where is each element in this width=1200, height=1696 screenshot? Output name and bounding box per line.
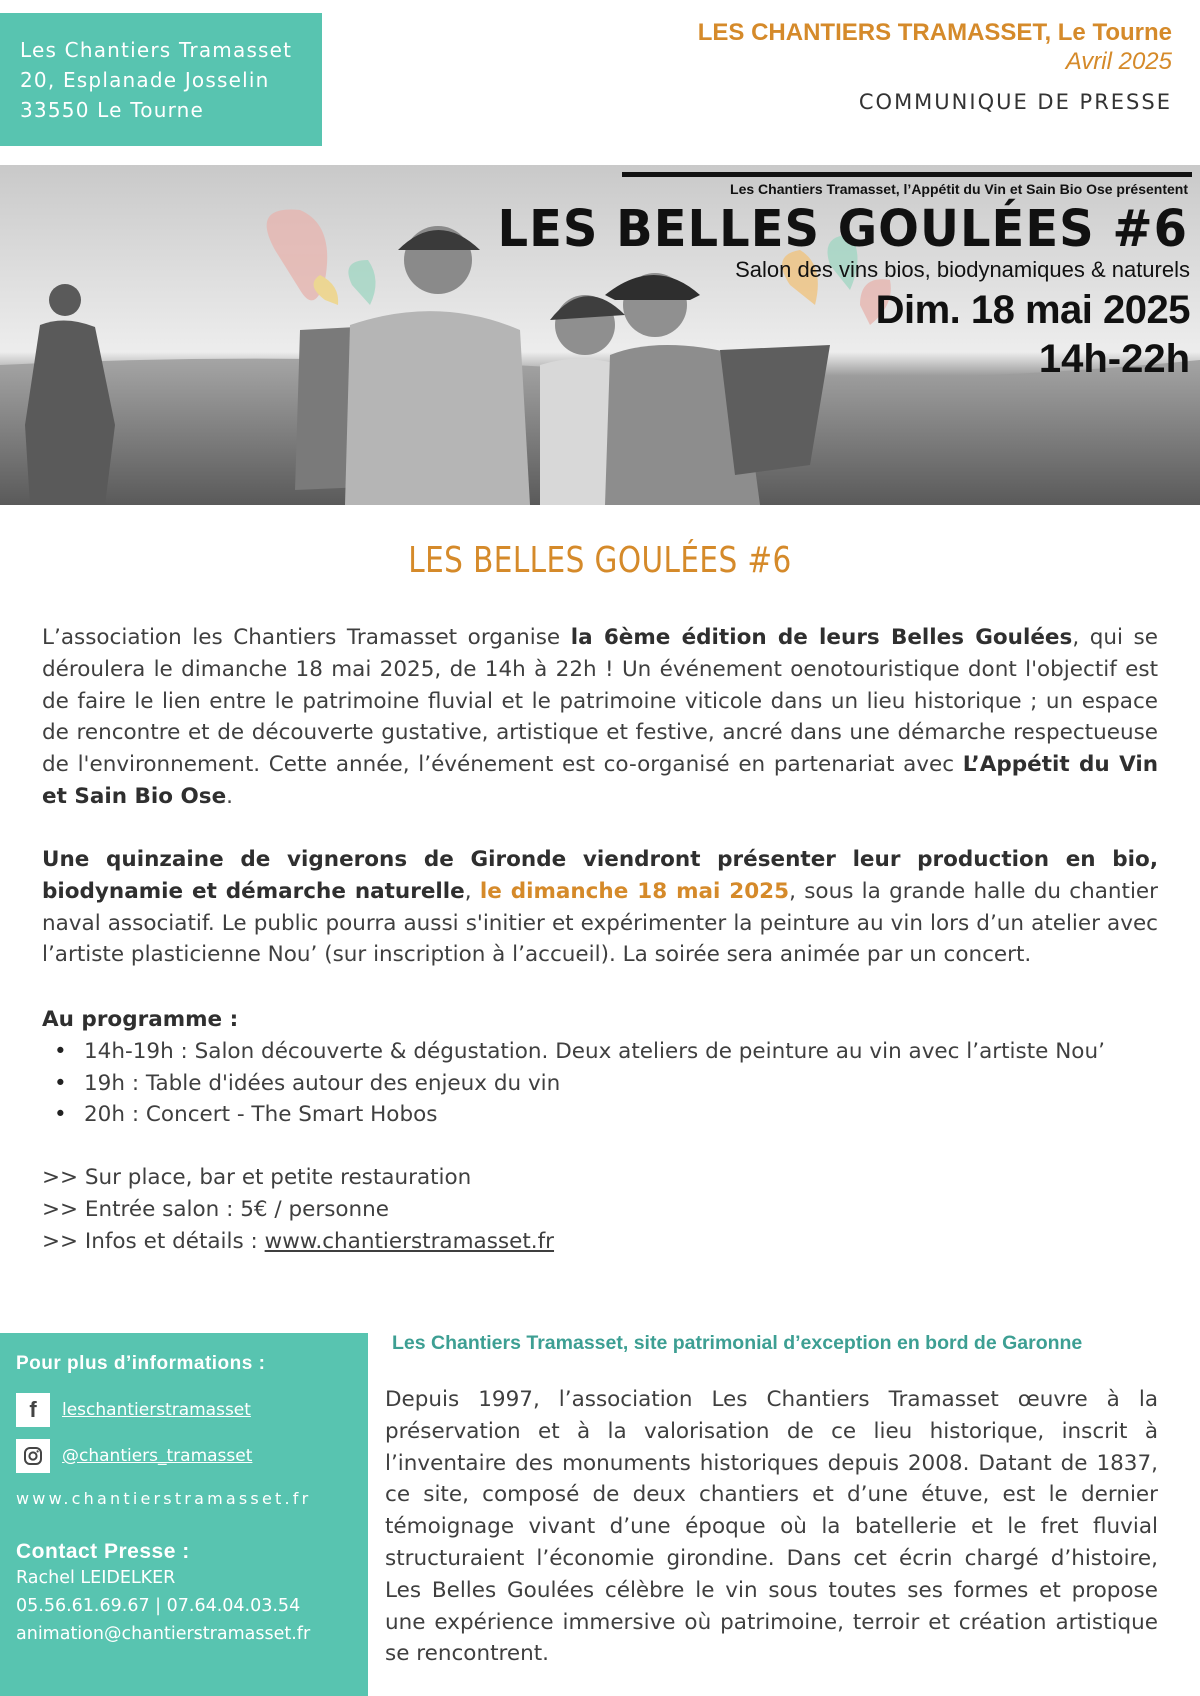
heritage-paragraph: Depuis 1997, l’association Les Chantiers Tramasset œuvre à la préservation et à la valorisation de ce lieu historique, inscrit à l’inventaire des monuments historiques depuis 2008. Datant de 1837, ce site, composé de deux chantiers et d’une étuve, est le dernier témoignage vivant d’une époque où la batellerie et le fret fluvial structuraient l’économie girondine. Dans cet écrin chargé d’histoire, Les Belles Goulées célèbre le vin sous toutes ses formes et propose une expérience immersive où patrimoine, terroir et création artistique se rencontrent.	[385, 1387, 1158, 1667]
banner-time: 14h-22h	[1038, 337, 1190, 381]
programme	[42, 1004, 1158, 1131]
text-bold: Une quinzaine de vignerons de Gironde viendront présenter leur production en bio, biodynamie et démarche naturelle	[42, 847, 1158, 904]
event-banner	[0, 165, 1200, 505]
programme-item: • 20h : Concert - The Smart Hobos	[54, 1099, 1158, 1131]
text-bold: L’Appétit du Vin et Sain Bio Ose	[42, 752, 1159, 809]
address-line: 20, Esplanade Josselin	[20, 68, 270, 92]
press-contact-email[interactable]: animation@chantierstramasset.fr	[16, 1624, 311, 1644]
text-span: ,	[464, 878, 480, 904]
heritage-title: Les Chantiers Tramasset, site patrimonial d’exception en bord de Garonne	[392, 1332, 1083, 1354]
address-line: Les Chantiers Tramasset	[20, 38, 293, 62]
banner-date: Dim. 18 mai 2025	[875, 288, 1190, 332]
highlight-date: le dimanche 18 mai 2025	[479, 878, 790, 904]
press-contact-phone: 05.56.61.69.67 | 07.64.04.03.54	[16, 1596, 301, 1616]
info-line: >> Entrée salon : 5€ / personne	[42, 1196, 390, 1222]
text-span: , qui se déroulera le dimanche 18 mai 2025, de 14h à 22h ! Un événement oenotouristique dont l'objectif est de faire le lien entre le patrimoine fluvial et le patrimoine viticole dans un lieu historique ; un espace de rencontre et de découverte gustative, artistique et festive, ancré dans une démarche respectueuse de l'environnement. Cette année, l’événement est co-organisé en partenariat avec	[42, 625, 1158, 778]
address-line: 33550 Le Tourne	[20, 98, 205, 122]
banner-subtitle: Salon des vins bios, biodynamiques & naturels	[735, 257, 1190, 282]
banner-title: LES BELLES GOULÉES #6	[497, 199, 1188, 259]
press-contact-title: Contact Presse :	[16, 1540, 190, 1563]
banner-presents: Les Chantiers Tramasset, l’Appétit du Vin et Sain Bio Ose présentent	[730, 181, 1188, 197]
website-link[interactable]: www.chantierstramasset.fr	[264, 1228, 555, 1254]
facebook-link[interactable]: leschantierstramasset	[62, 1400, 251, 1420]
info-line: >> Sur place, bar et petite restauration	[42, 1165, 472, 1190]
text-span: .	[226, 783, 234, 809]
intro-paragraph	[42, 622, 1158, 813]
facebook-icon: f	[16, 1393, 50, 1427]
text-bold: la 6ème édition de leurs Belles Goulées	[570, 625, 1073, 650]
programme-item: • 14h-19h : Salon découverte & dégustation. Deux ateliers de peinture au vin avec l’artiste Nou’	[54, 1036, 1158, 1068]
programme-list	[42, 1036, 1158, 1131]
website-link[interactable]: www.chantierstramasset.fr	[16, 1489, 312, 1508]
programme-title: Au programme :	[42, 1007, 239, 1032]
text-span: L’association les Chantiers Tramasset organise	[42, 625, 571, 650]
banner-rule	[622, 172, 1192, 177]
text-span: , sous la grande halle du chantier naval associatif. Le public pourra aussi s'initier et expérimenter la peinture au vin lors d’un atelier avec l’artiste plasticienne Nou’ (sur inscription à l’accueil). La soirée sera animée par un concert.	[42, 878, 1158, 968]
press-contact-name: Rachel LEIDELKER	[16, 1568, 176, 1588]
main-title: LES BELLES GOULÉES #6	[408, 540, 792, 581]
instagram-link[interactable]: @chantiers_tramasset	[62, 1446, 253, 1466]
contact-panel-title: Pour plus d’informations :	[16, 1353, 266, 1374]
instagram-icon	[16, 1439, 50, 1473]
contact-panel	[0, 1333, 368, 1696]
header-right	[698, 18, 1172, 114]
header-date: Avril 2025	[1065, 48, 1172, 75]
header-title: LES CHANTIERS TRAMASSET, Le Tourne	[697, 19, 1172, 46]
info-prefix: >> Infos et détails :	[42, 1228, 265, 1254]
address-box	[0, 13, 322, 146]
document-type: COMMUNIQUE DE PRESSE	[858, 90, 1172, 114]
facebook-row	[16, 1393, 368, 1427]
instagram-row	[16, 1439, 368, 1473]
vignerons-paragraph	[42, 844, 1158, 971]
programme-item: • 19h : Table d'idées autour des enjeux du vin	[54, 1068, 1158, 1100]
info-line	[42, 1226, 554, 1258]
practical-infos	[42, 1162, 554, 1257]
